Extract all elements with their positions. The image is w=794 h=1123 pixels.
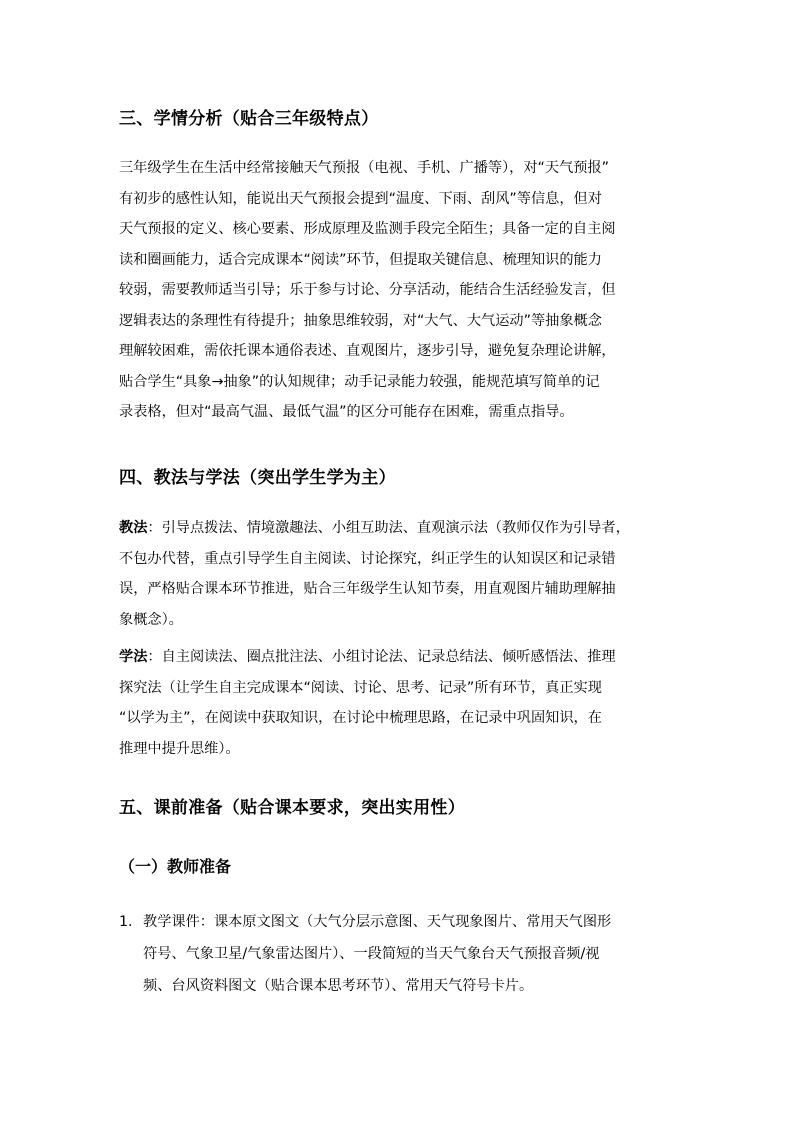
paragraph-line: 误，严格贴合课本环节推进，贴合三年级学生认知节奏，用直观图片辅助理解抽 (119, 581, 616, 597)
paragraph-line: “以学为主”，在阅读中获取知识，在讨论中梳理思路，在记录中巩固知识，在 (119, 710, 602, 726)
learning-methods-paragraph (119, 642, 679, 764)
paragraph-line: 较弱，需要教师适当引导；乐于参与讨论、分享活动，能结合生活经验发言，但 (119, 282, 616, 298)
list-item-line: 符号、气象卫星/气象雷达图片）、一段简短的当天气象台天气预报音频/视 (143, 946, 600, 962)
paragraph-line: 逻辑表达的条理性有待提升；抽象思维较弱，对“大气、大气运动”等抽象概念 (119, 312, 602, 329)
paragraph-line: 理解较困难，需依托课本通俗表述、直观图片，逐步引导，避免复杂理论讲解， (119, 343, 616, 359)
learning-methods-label: 学法 (119, 649, 148, 665)
section-3-heading: 三、学情分析（贴合三年级特点） (119, 109, 379, 129)
paragraph-line: 读和圈画能力，适合完成课本“阅读”环节，但提取关键信息、梳理知识的能力 (119, 251, 602, 268)
paragraph-line: 不包办代替，重点引导学生自主阅读、讨论探究，纠正学生的认知误区和记录错 (119, 550, 616, 567)
teaching-methods-text: ：引导点拨法、情境激趣法、小组互助法、直观演示法（教师仅作为引导者， (147, 520, 630, 536)
list-item-text (143, 906, 679, 1002)
paragraph-line: 象概念）。 (119, 611, 183, 628)
teaching-methods-paragraph (119, 513, 679, 635)
list-item-number: 1. (119, 914, 133, 930)
section-4-heading: 四、教法与学法（突出学生学为主） (119, 468, 396, 488)
section-5-heading: 五、课前准备（贴合课本要求，突出实用性） (119, 798, 465, 818)
list-item-line: 教学课件：课本原文图文（大气分层示意图、天气现象图片、常用天气图形 (143, 914, 612, 930)
paragraph-line: 三年级学生在生活中经常接触天气预报（电视、手机、广播等），对“天气预报” (119, 160, 609, 176)
learning-methods-text: ：自主阅读法、圈点批注法、小组讨论法、记录总结法、倾听感悟法、推理 (147, 649, 616, 665)
teaching-methods-label: 教法 (119, 520, 148, 536)
teacher-preparation-heading: （一）教师准备 (119, 857, 232, 876)
paragraph-line: 探究法（让学生自主完成课本“阅读、讨论、思考、记录”所有环节，真正实现 (119, 679, 602, 696)
paragraph-line: 推理中提升思维）。 (119, 740, 240, 757)
paragraph-line: 录表格，但对“最高气温、最低气温”的区分可能存在困难，需重点指导。 (119, 404, 574, 420)
list-item-line: 频、台风资料图文（贴合课本思考环节）、常用天气符号卡片。 (143, 978, 534, 994)
paragraph-line (119, 642, 679, 673)
paragraph-line: 贴合学生“具象→抽象”的认知规律；动手记录能力较强，能规范填写简单的记 (119, 373, 600, 390)
paragraph-line (119, 513, 679, 544)
paragraph-line: 有初步的感性认知，能说出天气预报会提到“温度、下雨、刮风”等信息，但对 (119, 190, 602, 207)
paragraph-line: 天气预报的定义、核心要素、形成原理及监测手段完全陌生；具备一定的自主阅 (119, 221, 616, 237)
section-3-paragraph (119, 153, 679, 428)
list-item (119, 906, 679, 1002)
